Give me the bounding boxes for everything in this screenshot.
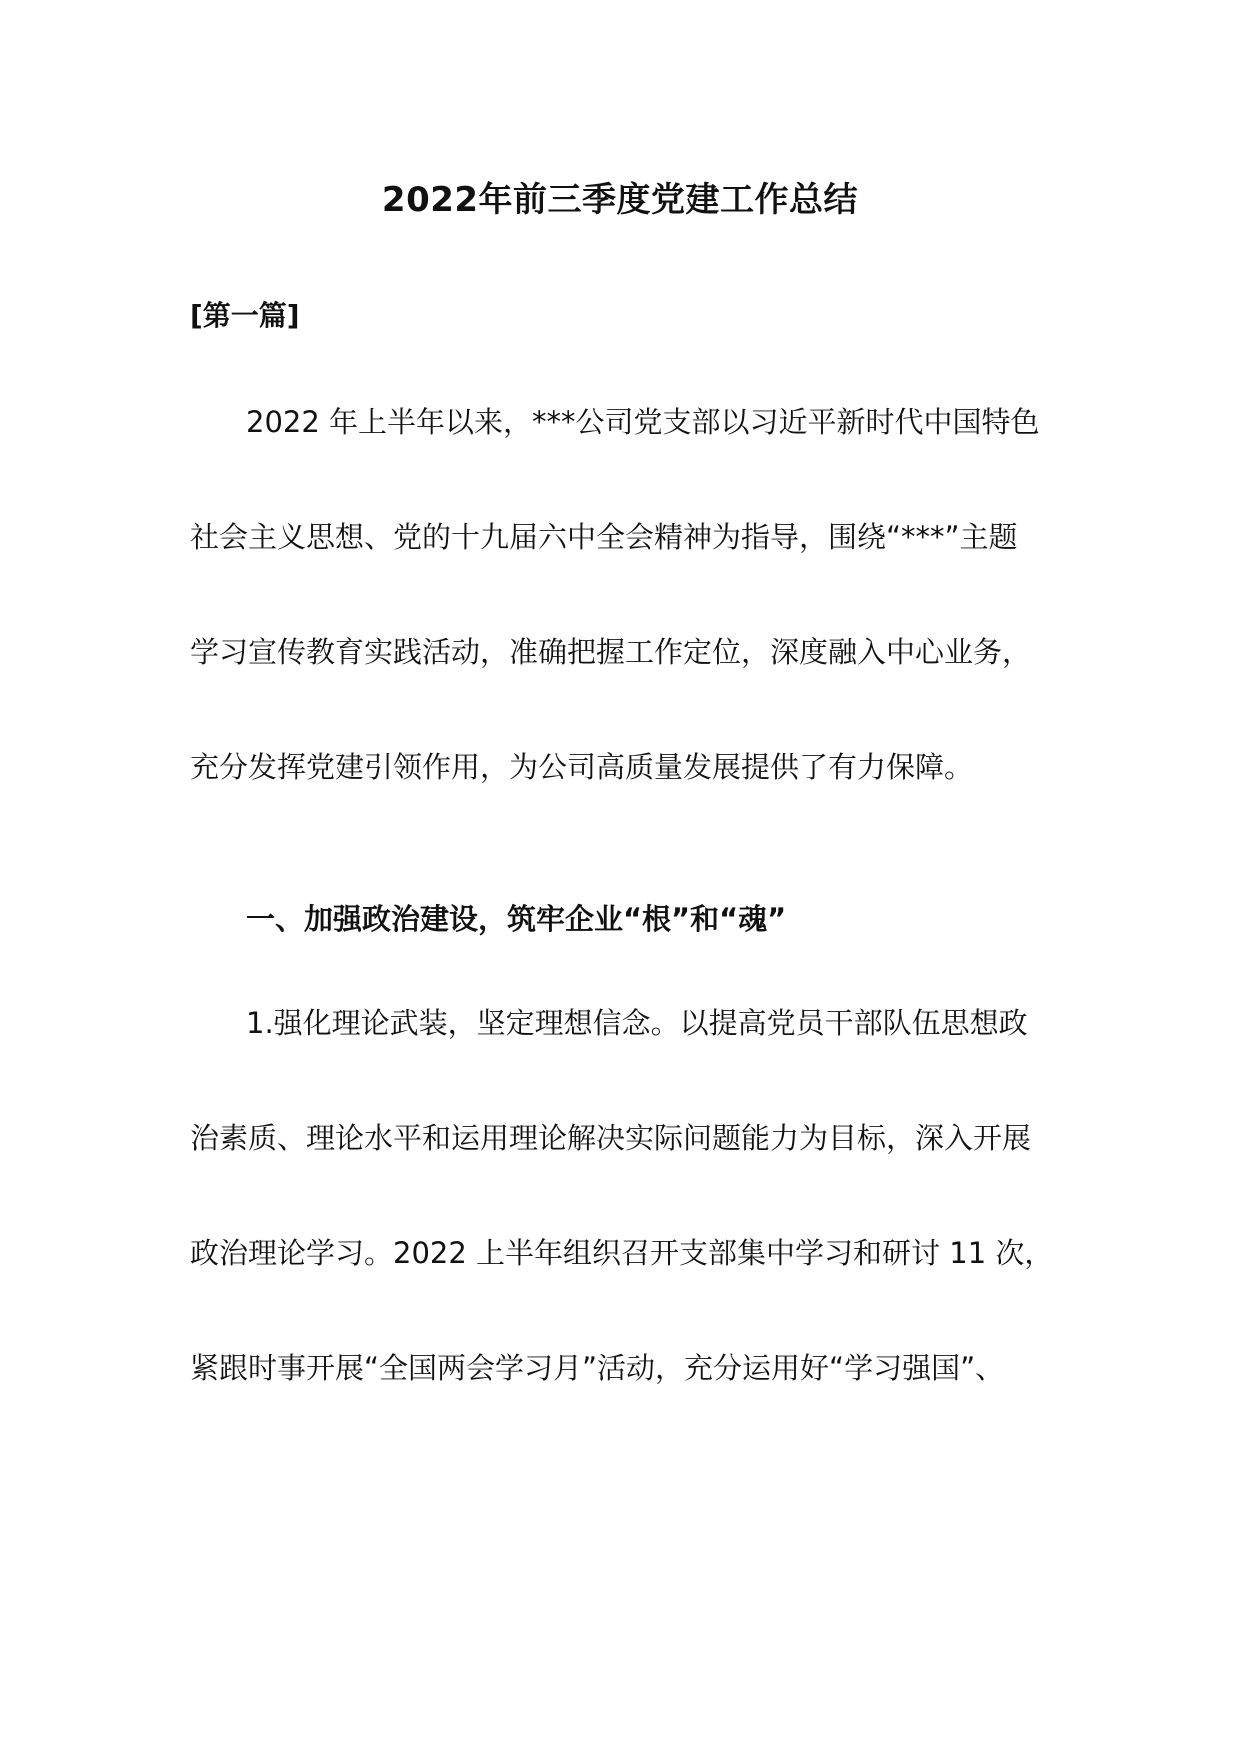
paragraph2-line-4: 紧跟时事开展“全国两会学习月”活动，充分运用好“学习强国”、 [190, 1351, 1005, 1385]
paragraph2-line-2: 治素质、理论水平和运用理论解决实际问题能力为目标，深入开展 [190, 1121, 1032, 1155]
paragraph2-line-1: 1.强化理论武装，坚定理想信念。以提高党员干部队伍思想政 [246, 1006, 1028, 1040]
paragraph1-line-3: 学习宣传教育实践活动，准确把握工作定位，深度融入中心业务， [190, 635, 1032, 669]
section-label: [第一篇] [190, 299, 300, 332]
paragraph2-line-3: 政治理论学习。2022 上半年组织召开支部集中学习和研讨 11 次， [190, 1236, 1054, 1270]
paragraph1-line-4: 充分发挥党建引领作用，为公司高质量发展提供了有力保障。 [190, 750, 974, 784]
paragraph1-line-2: 社会主义思想、党的十九届六中全会精神为指导，围绕“***”主题 [190, 520, 1018, 554]
document-title: 2022年前三季度党建工作总结 [381, 180, 859, 220]
section-heading-1: 一、加强政治建设，筑牢企业“根”和“魂” [246, 902, 787, 936]
paragraph1-line-1: 2022 年上半年以来，***公司党支部以习近平新时代中国特色 [246, 405, 1040, 439]
